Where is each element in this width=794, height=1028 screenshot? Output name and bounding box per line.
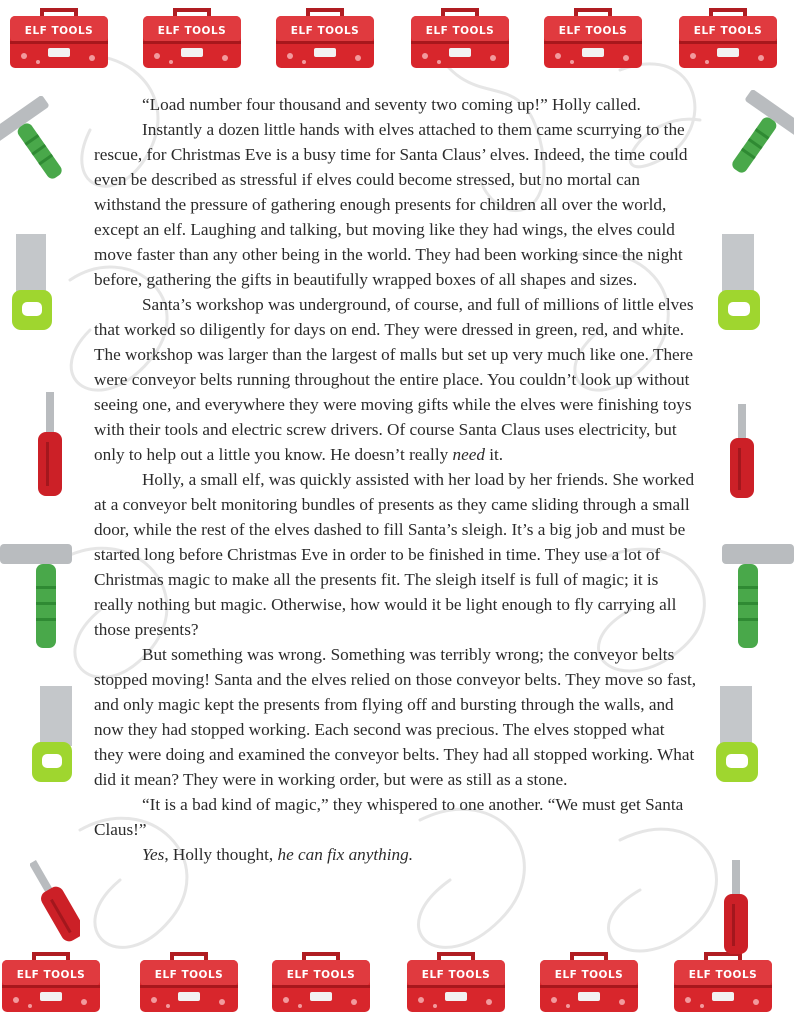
toolbox-label: ELF TOOLS: [24, 25, 94, 37]
story-paragraph: [94, 642, 698, 792]
hammer-icon: [712, 90, 794, 180]
toolbox-label: ELF TOOLS: [286, 969, 356, 981]
toolbox-icon: [405, 952, 507, 1014]
story-paragraph: [94, 92, 698, 117]
text-run: “It is a bad kind of magic,” they whispered to one another. “We must get Santa Claus!”: [94, 795, 684, 839]
toolbox-label: ELF TOOLS: [154, 969, 224, 981]
toolbox-icon: [138, 952, 240, 1014]
saw-icon: [6, 232, 66, 332]
text-run: Holly, a small elf, was quickly assisted with her load by her friends. She worked at a conveyor belt monitoring bundles of presents as they came sliding through a small door, while the rest of the elves dashed to fill Santa’s sleigh. It’s a big job and must be started long before Christmas Eve in order to be finished in time. They use a lot of Christmas magic to make all the presents fit. The sleigh itself is full of magic; it is really nothing but magic. Otherwise, how would it be light enough to fly carrying all those presents?: [94, 470, 695, 639]
saw-icon: [712, 232, 772, 332]
toolbox-icon: [542, 8, 644, 70]
text-run: it.: [484, 445, 504, 464]
toolbox-label: ELF TOOLS: [554, 969, 624, 981]
screwdriver-icon: [30, 392, 70, 498]
toolbox-icon: [0, 952, 102, 1014]
toolbox-icon: [274, 8, 376, 70]
text-run: But something was wrong. Something was terribly wrong; the conveyor belts stopped moving! Santa and the elves relied on those conveyor belts. They move so fast, and only magic kept the presents from flying off and bursting through the walls, and now they had stopped working. Each second was precious. The elves stopped what they were doing and examined the conveyor belts. They had all stopped working. What did it mean? They were in working order, but were as still as a stone.: [94, 645, 697, 789]
toolbox-icon: [409, 8, 511, 70]
screwdriver-icon: [722, 404, 762, 500]
toolbox-icon: [8, 8, 110, 70]
toolbox-icon: [677, 8, 779, 70]
toolbox-icon: [270, 952, 372, 1014]
screwdriver-icon: [30, 856, 80, 946]
toolbox-label: ELF TOOLS: [290, 25, 360, 37]
toolbox-icon: [141, 8, 243, 70]
toolbox-label: ELF TOOLS: [688, 969, 758, 981]
hammer-icon: [712, 540, 794, 650]
toolbox-label: ELF TOOLS: [421, 969, 491, 981]
story-paragraph: [94, 292, 698, 467]
italic-text: Yes: [142, 845, 165, 864]
text-run: Santa’s workshop was underground, of course, and full of millions of little elves that worked so diligently for days on end. They were dressed in green, red, and white. The workshop was larger than the largest of malls but set up very much like one. There were conveyor belts running throughout the entire place. You couldn’t look up without seeing one, and everywhere they were moving gifts while the elves were finishing toys with their tools and electric screw drivers. Of course Santa Claus uses electricity, but only to help out a little you know. He doesn’t really: [94, 295, 694, 464]
story-text: [94, 92, 698, 867]
toolbox-label: ELF TOOLS: [16, 969, 86, 981]
story-paragraph: [94, 467, 698, 642]
text-run: Instantly a dozen little hands with elves attached to them came scurrying to the rescue, for Christmas Eve is a busy time for Santa Claus’ elves. Indeed, the time could even be described as stressful if elves could become stressed, but no mortal can withstand the pressure of gathering enough presents for children all over the world, except an elf. Laughing and talking, but moving like they had wings, the elves could move faster than any other being in the world. They had been working since the night before, gathering the gifts in beautifully wrapped boxes of all shapes and sizes.: [94, 120, 688, 289]
italic-text: he can fix anything.: [277, 845, 414, 864]
hammer-icon: [0, 96, 84, 186]
story-paragraph: [94, 792, 698, 842]
screwdriver-icon: [716, 860, 756, 956]
text-run: , Holly thought,: [164, 845, 278, 864]
story-paragraph: [94, 117, 698, 292]
toolbox-label: ELF TOOLS: [558, 25, 628, 37]
toolbox-label: ELF TOOLS: [425, 25, 495, 37]
italic-text: need: [452, 445, 485, 464]
toolbox-icon: [538, 952, 640, 1014]
hammer-icon: [0, 540, 84, 650]
toolbox-label: ELF TOOLS: [693, 25, 763, 37]
saw-icon: [710, 684, 770, 784]
saw-icon: [22, 684, 82, 784]
text-run: “Load number four thousand and seventy two coming up!” Holly called.: [142, 95, 641, 114]
toolbox-label: ELF TOOLS: [157, 25, 227, 37]
story-paragraph: [94, 842, 698, 867]
toolbox-icon: [672, 952, 774, 1014]
